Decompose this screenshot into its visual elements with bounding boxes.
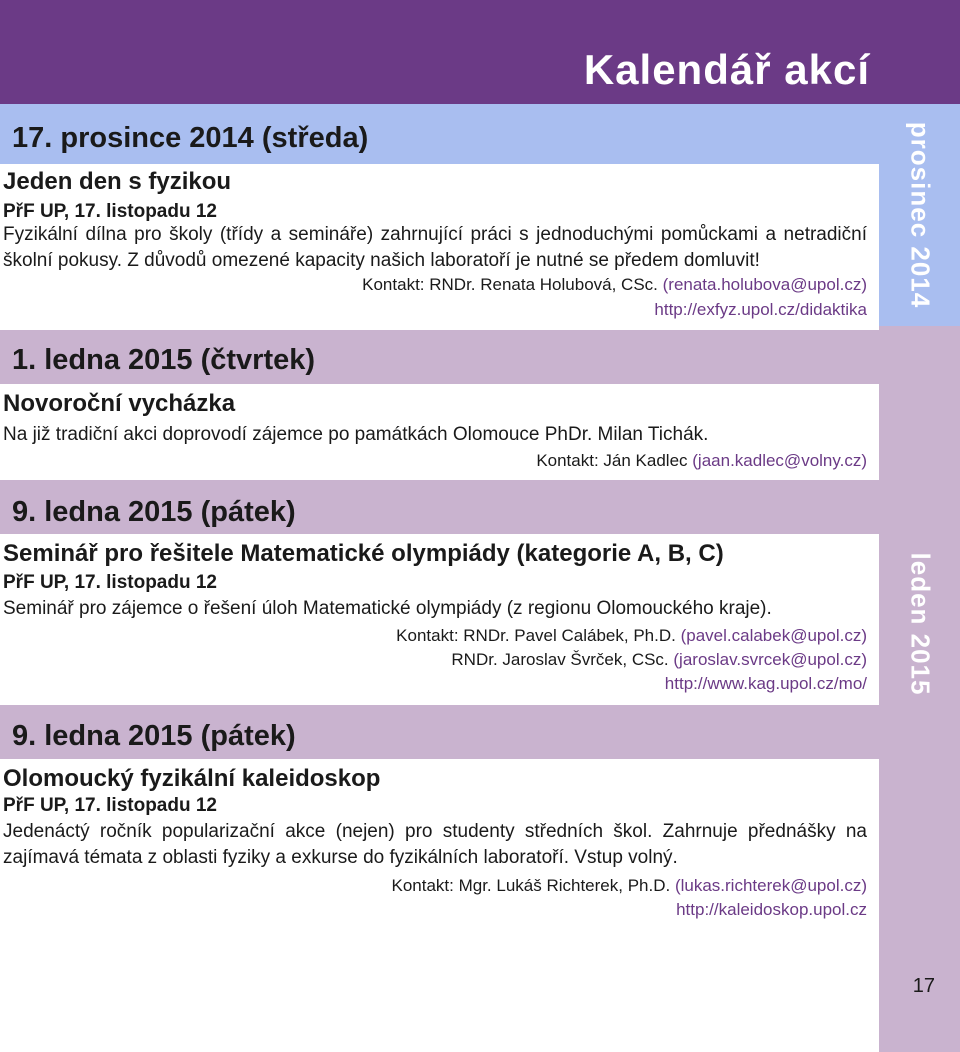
contact-label: Kontakt: RNDr. Pavel Calábek, Ph.D. [396, 626, 676, 645]
event-description: Na již tradiční akci doprovodí zájemce po památkách Olomouce PhDr. Milan Tichák. [3, 424, 709, 445]
contact-email-link[interactable]: (lukas.richterek@upol.cz) [674, 876, 867, 895]
event-item [0, 330, 879, 475]
contact-label: Kontakt: RNDr. Renata Holubová, CSc. [362, 275, 658, 294]
side-tab-december-label: prosinec 2014 [905, 121, 935, 309]
event-item [0, 104, 879, 326]
contact-label: RNDr. Jaroslav Švrček, CSc. [451, 650, 669, 669]
event-item [0, 480, 879, 700]
event-title: Olomoucký fyzikální kaleidoskop [3, 765, 381, 792]
contact-email-link[interactable]: (pavel.calabek@upol.cz) [680, 626, 867, 645]
event-date-band [0, 330, 879, 390]
event-item [0, 705, 879, 927]
event-contact [391, 876, 867, 896]
event-contact [396, 626, 867, 646]
side-tab-january [879, 326, 960, 1052]
event-url-link[interactable]: http://kaleidoskop.upol.cz [676, 900, 867, 919]
contact-email-link[interactable]: (renata.holubova@upol.cz) [662, 275, 867, 294]
event-url-link[interactable]: http://exfyz.upol.cz/didaktika [654, 300, 867, 319]
event-date: 9. ledna 2015 (pátek) [12, 496, 296, 528]
contact-label: Kontakt: Ján Kadlec [536, 451, 688, 470]
event-date: 1. ledna 2015 (čtvrtek) [12, 344, 316, 376]
event-title: Seminář pro řešitele Matematické olympiády (kategorie A, B, C) [3, 540, 724, 567]
page-title: Kalendář akcí [583, 46, 870, 93]
event-place: PřF UP, 17. listopadu 12 [3, 201, 218, 222]
event-url-link[interactable]: http://www.kag.upol.cz/mo/ [664, 674, 867, 693]
event-content [0, 384, 879, 475]
event-contact [362, 275, 867, 295]
contact-email-link[interactable]: (jaroslav.svrcek@upol.cz) [673, 650, 867, 669]
event-date-band [0, 104, 879, 164]
event-date-band [0, 480, 879, 540]
side-tab-december [879, 104, 960, 326]
header-bar [0, 0, 960, 104]
event-description: Seminář pro zájemce o řešení úloh Matematické olympiády (z regionu Olomouckého kraje). [3, 598, 772, 619]
event-date: 17. prosince 2014 (středa) [12, 122, 369, 154]
event-contact-secondary [451, 650, 867, 670]
event-contact [536, 451, 867, 471]
event-title: Jeden den s fyzikou [3, 168, 232, 195]
side-tab-january-label: leden 2015 [905, 552, 935, 696]
event-description: Fyzikální dílna pro školy (třídy a semináře) zahrnující práci s jednoduchými pomůckami a netradiční školní pokusy. Z důvodů omezené kapacity našich laboratoří je nutné se předem domluvit! [3, 224, 867, 271]
event-content [0, 164, 879, 326]
event-content [0, 534, 879, 700]
event-title: Novoroční vycházka [3, 390, 236, 417]
page-number: 17 [912, 975, 935, 997]
event-content [0, 759, 879, 927]
event-place: PřF UP, 17. listopadu 12 [3, 572, 218, 593]
contact-email-link[interactable]: (jaan.kadlec@volny.cz) [692, 451, 867, 470]
contact-label: Kontakt: Mgr. Lukáš Richterek, Ph.D. [391, 876, 671, 895]
event-place: PřF UP, 17. listopadu 12 [3, 795, 218, 816]
event-date: 9. ledna 2015 (pátek) [12, 720, 296, 752]
event-date-band [0, 705, 879, 765]
event-description: Jedenáctý ročník popularizační akce (nejen) pro studenty středních škol. Zahrnuje přednášky na zajímavá témata z oblasti fyziky a exkurse do fyzikálních laboratoří. Vstup volný. [3, 821, 867, 868]
